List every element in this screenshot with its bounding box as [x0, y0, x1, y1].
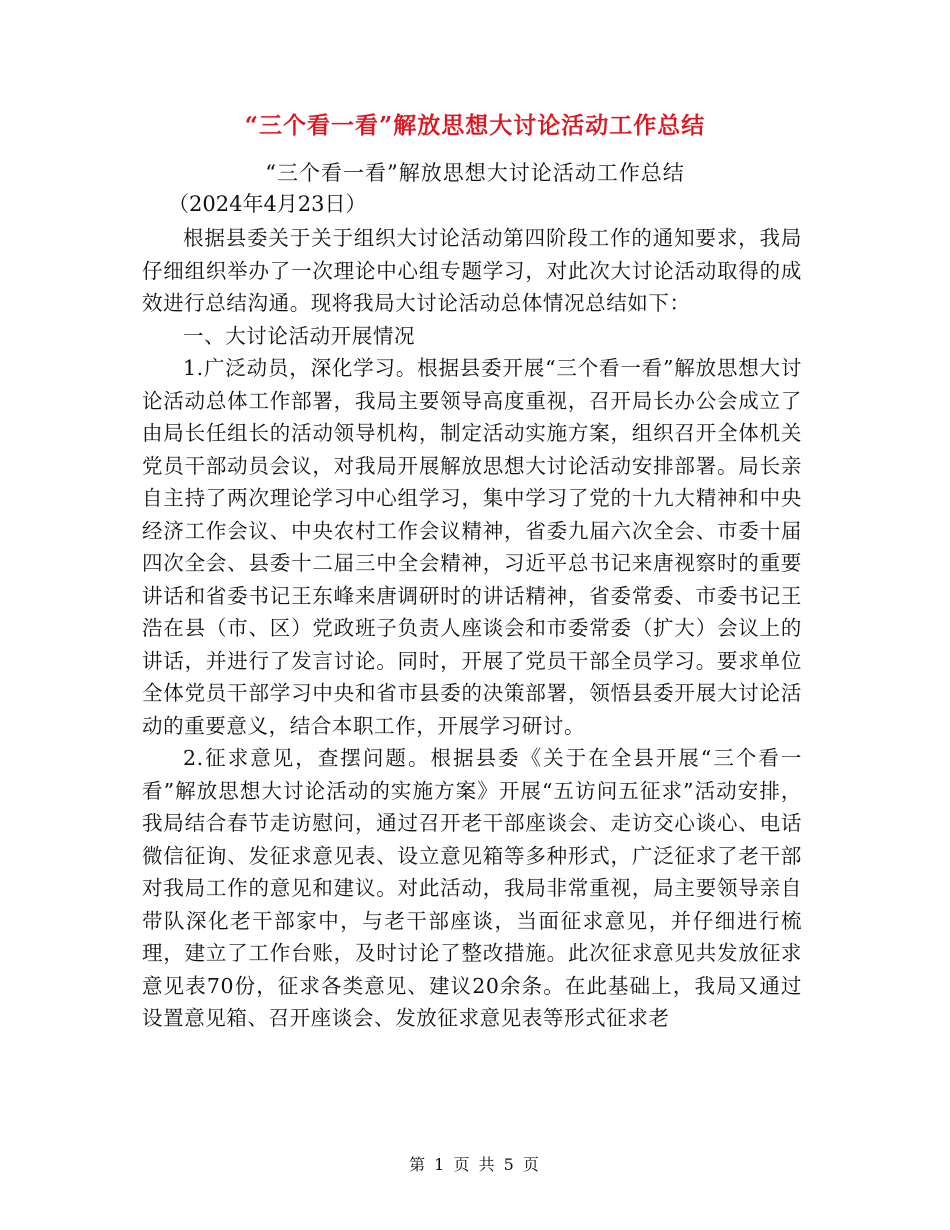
page-footer: 第 1 页 共 5 页 [409, 1155, 541, 1174]
document-subtitle: “三个看一看”解放思想大讨论活动工作总结 [265, 161, 685, 185]
document-body [142, 222, 802, 1035]
paragraph-mobilization: 1.广泛动员，深化学习。根据县委开展“三个看一看”解放思想大讨论活动总体工作部署，我局主要领导高度重视，召开局长办公会成立了由局长任组长的活动领导机构，制定活动实施方案，组织召开全体机关党员干部动员会议，对我局开展解放思想大讨论活动安排部署。局长亲自主持了两次理论学习中心组学习，集中学习了党的十九大精神和中央经济工作会议、中央农村工作会议精神，省委九届六次全会、市委十届四次全会、县委十二届三中全会精神，习近平总书记来唐视察时的重要讲话和省委书记王东峰来唐调研时的讲话精神，省委常委、市委书记王浩在县（市、区）党政班子负责人座谈会和市委常委（扩大）会议上的讲话，并进行了发言讨论。同时，开展了党员干部全员学习。要求单位全体党员干部学习中央和省市县委的决策部署，领悟县委开展大讨论活动的重要意义，结合本职工作，开展学习研讨。 [142, 356, 802, 738]
section-heading: 一、大讨论活动开展情况 [183, 323, 416, 348]
paragraph-opinions: 2.征求意见，查摆问题。根据县委《关于在全县开展“三个看一看”解放思想大讨论活动的实施方案》开展“五访问五征求”活动安排，我局结合春节走访慰问，通过召开老干部座谈会、走访交心谈心、电话微信征询、发征求意见表、设立意见箱等多种形式，广泛征求了老干部对我局工作的意见和建议。对此活动，我局非常重视，局主要领导亲自带队深化老干部家中，与老干部座谈，当面征求意见，并仔细进行梳理，建立了工作台账，及时讨论了整改措施。此次征求意见共发放征求意见表70份，征求各类意见、建议20余条。在此基础上，我局又通过设置意见箱、召开座谈会、发放征求意见表等形式征求老 [142, 746, 802, 1030]
paragraph-intro: 根据县委关于关于组织大讨论活动第四阶段工作的通知要求，我局仔细组织举办了一次理论中心组专题学习，对此次大讨论活动取得的成效进行总结沟通。现将我局大讨论活动总体情况总结如下： [142, 226, 802, 315]
document-title: “三个看一看”解放思想大讨论活动工作总结 [244, 112, 706, 139]
document-date: （2024年4月23日） [168, 192, 367, 216]
